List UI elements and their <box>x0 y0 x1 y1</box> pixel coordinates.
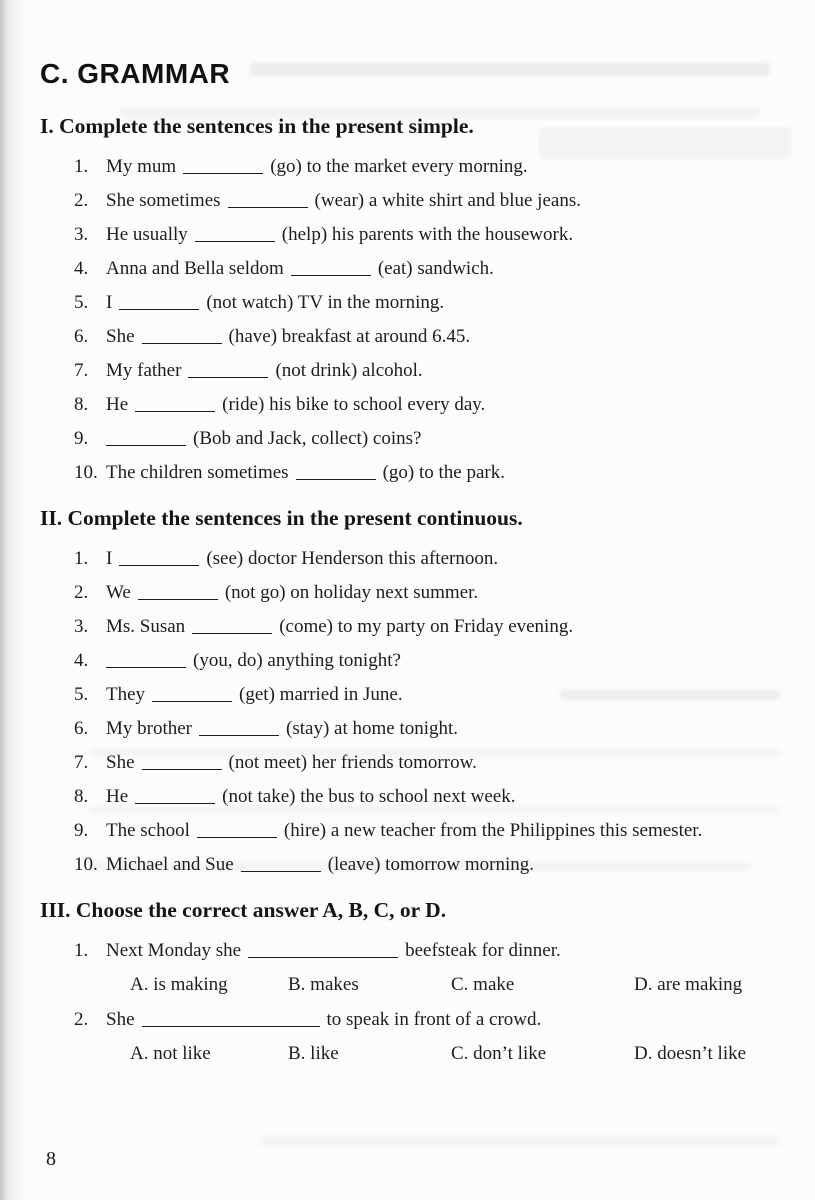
answer-option: A. is making <box>130 974 228 995</box>
item-number: 10. <box>74 854 98 875</box>
item-number: 4. <box>74 650 89 671</box>
answer-option: D. doesn’t like <box>634 1043 747 1064</box>
answer-blank <box>142 330 222 344</box>
section-title: I. Complete the sentences in the present simple. <box>40 114 474 138</box>
section-present-continuous <box>40 506 791 888</box>
item-number: 2. <box>74 1009 89 1030</box>
answer-blank <box>119 296 199 310</box>
item-text-post: (wear) a white shirt and blue jeans. <box>314 190 581 211</box>
exercise-item <box>74 1009 791 1043</box>
item-text-pre: They <box>106 684 146 705</box>
bleed-through-artifact <box>260 1136 780 1146</box>
answer-blank <box>197 824 277 838</box>
exercise-item <box>74 752 791 786</box>
item-text-pre: He <box>106 394 129 415</box>
page-title: C. GRAMMAR <box>40 58 231 89</box>
answer-blank <box>142 1013 320 1027</box>
item-text-post: (come) to my party on Friday evening. <box>279 616 574 637</box>
exercise-item <box>74 190 791 224</box>
answer-blank <box>195 228 275 242</box>
item-number: 7. <box>74 752 89 773</box>
answer-option: C. don’t like <box>451 1043 547 1064</box>
item-number: 4. <box>74 258 89 279</box>
item-text-post: beefsteak for dinner. <box>405 940 561 961</box>
answer-blank <box>199 722 279 736</box>
answer-blank <box>248 944 398 958</box>
item-number: 8. <box>74 394 89 415</box>
item-text-pre: She <box>106 1009 135 1030</box>
item-number: 1. <box>74 548 89 569</box>
answer-option: B. like <box>288 1043 339 1064</box>
answer-blank <box>135 398 215 412</box>
item-text-post: to speak in front of a crowd. <box>326 1009 542 1030</box>
exercise-item <box>74 582 791 616</box>
answer-blank <box>183 160 263 174</box>
item-text-post: (stay) at home tonight. <box>286 718 459 739</box>
item-number: 1. <box>74 940 89 961</box>
answer-options-row <box>130 974 791 1009</box>
answer-blank <box>106 654 186 668</box>
item-number: 8. <box>74 786 89 807</box>
exercise-item <box>74 820 791 854</box>
exercise-item <box>74 258 791 292</box>
item-text-pre: Michael and Sue <box>106 854 234 875</box>
item-text-pre: Ms. Susan <box>106 616 186 637</box>
item-text-post: (have) breakfast at around 6.45. <box>228 326 471 347</box>
answer-options-row <box>130 1043 791 1078</box>
answer-blank <box>291 262 371 276</box>
answer-blank <box>142 756 222 770</box>
item-text-post: (get) married in June. <box>239 684 403 705</box>
exercise-item <box>74 786 791 820</box>
section-title: II. Complete the sentences in the present continuous. <box>40 506 523 530</box>
item-number: 6. <box>74 326 89 347</box>
exercise-item <box>74 394 791 428</box>
item-number: 9. <box>74 428 89 449</box>
item-number: 6. <box>74 718 89 739</box>
item-text-post: (Bob and Jack, collect) coins? <box>193 428 422 449</box>
exercise-item <box>74 548 791 582</box>
item-text-post: (eat) sandwich. <box>377 258 494 279</box>
item-text-post: (go) to the market every morning. <box>270 156 528 177</box>
exercise-item <box>74 718 791 752</box>
answer-option: B. makes <box>288 974 359 995</box>
item-text-pre: Anna and Bella seldom <box>106 258 284 279</box>
item-number: 7. <box>74 360 89 381</box>
item-text-post: (ride) his bike to school every day. <box>222 394 486 415</box>
item-text-post: (not meet) her friends tomorrow. <box>228 752 477 773</box>
answer-blank <box>228 194 308 208</box>
exercise-item <box>74 462 791 496</box>
item-text-pre: The children sometimes <box>106 462 289 483</box>
item-text-pre: My mum <box>106 156 177 177</box>
answer-blank <box>119 552 199 566</box>
item-text-pre: I <box>106 548 113 569</box>
answer-option: C. make <box>451 974 515 995</box>
exercise-item <box>74 224 791 258</box>
exercise-item <box>74 292 791 326</box>
answer-blank <box>188 364 268 378</box>
item-text-pre: I <box>106 292 113 313</box>
item-number: 3. <box>74 616 89 637</box>
page-number: 8 <box>46 1148 56 1170</box>
item-text-post: (help) his parents with the housework. <box>281 224 574 245</box>
item-text-post: (not watch) TV in the morning. <box>206 292 445 313</box>
item-text-post: (see) doctor Henderson this afternoon. <box>206 548 499 569</box>
item-number: 5. <box>74 292 89 313</box>
item-number: 2. <box>74 582 89 603</box>
item-text-pre: My brother <box>106 718 193 739</box>
item-text-post: (not go) on holiday next summer. <box>224 582 479 603</box>
exercise-item <box>74 684 791 718</box>
item-text-pre: The school <box>106 820 190 841</box>
item-number: 1. <box>74 156 89 177</box>
item-text-post: (not drink) alcohol. <box>275 360 423 381</box>
section-present-simple <box>40 114 791 496</box>
exercise-item <box>74 650 791 684</box>
exercise-item <box>74 616 791 650</box>
answer-blank <box>135 790 215 804</box>
item-text-post: (you, do) anything tonight? <box>193 650 401 671</box>
answer-blank <box>152 688 232 702</box>
item-number: 2. <box>74 190 89 211</box>
item-text-post: (not take) the bus to school next week. <box>222 786 516 807</box>
section-multiple-choice <box>40 898 791 1078</box>
section-title: III. Choose the correct answer A, B, C, or D. <box>40 898 447 922</box>
item-text-pre: She <box>106 752 135 773</box>
item-number: 10. <box>74 462 98 483</box>
exercise-item <box>74 428 791 462</box>
item-text-pre: Next Monday she <box>106 940 242 961</box>
item-text-post: (hire) a new teacher from the Philippines this semester. <box>283 820 703 841</box>
answer-blank <box>138 586 218 600</box>
answer-option: D. are making <box>634 974 743 995</box>
item-text-post: (leave) tomorrow morning. <box>327 854 534 875</box>
item-number: 3. <box>74 224 89 245</box>
exercise-item <box>74 940 791 974</box>
answer-blank <box>241 858 321 872</box>
exercise-item <box>74 360 791 394</box>
item-text-pre: She sometimes <box>106 190 221 211</box>
answer-blank <box>192 620 272 634</box>
item-text-pre: She <box>106 326 135 347</box>
item-text-pre: We <box>106 582 131 603</box>
item-text-pre: He usually <box>106 224 188 245</box>
item-number: 5. <box>74 684 89 705</box>
item-number: 9. <box>74 820 89 841</box>
answer-blank <box>106 432 186 446</box>
item-text-pre: He <box>106 786 129 807</box>
item-text-pre: My father <box>106 360 182 381</box>
answer-blank <box>296 466 376 480</box>
exercise-item <box>74 854 791 888</box>
item-text-post: (go) to the park. <box>382 462 505 483</box>
exercise-item <box>74 156 791 190</box>
exercise-item <box>74 326 791 360</box>
answer-option: A. not like <box>130 1043 211 1064</box>
